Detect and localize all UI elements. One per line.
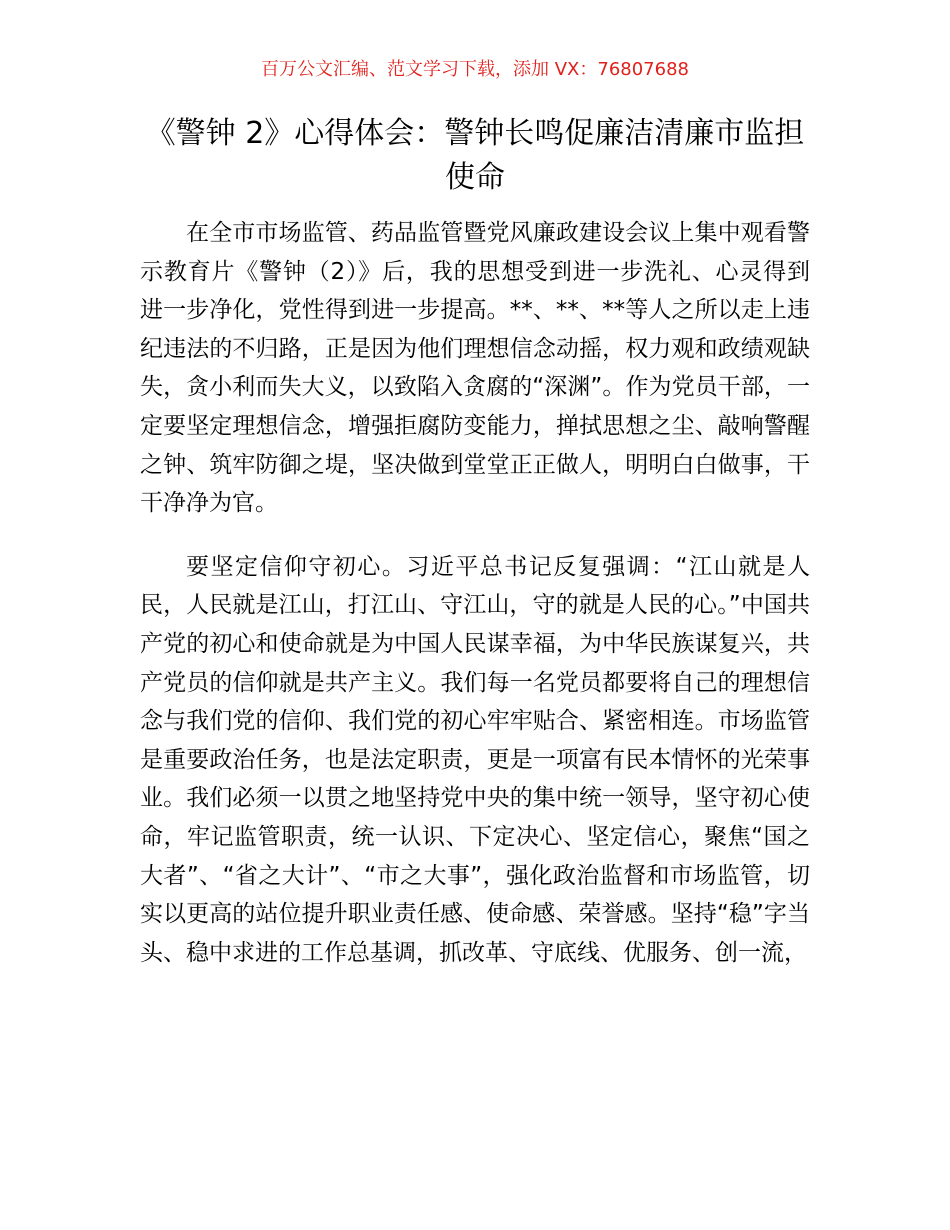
header-watermark-note: 百万公文汇编、范文学习下载，添加 VX：76807688 <box>261 59 689 80</box>
paragraph-2: 要坚定信仰守初心。习近平总书记反复强调：“江山就是人民，人民就是江山，打江山、守江山，守的就是人民的心。”中国共产党的初心和使命就是为中国人民谋幸福，为中华民族谋复兴，共产党员的信仰就是共产主义。我们每一名党员都要将自己的理想信念与我们党的信仰、我们党的初心牢牢贴合、紧密相连。市场监管是重要政治任务，也是法定职责，更是一项富有民本情怀的光荣事业。我们必须一以贯之地坚持党中央的集中统一领导，坚守初心使命，牢记监管职责，统一认识、下定决心、坚定信心，聚焦“国之大者”、“省之大计”、“市之大事”，强化政治监督和市场监管，切实以更高的站位提升职业责任感、使命感、荣誉感。坚持“稳”字当头、稳中求进的工作总基调，抓改革、守底线、优服务、创一流， <box>140 553 810 966</box>
document-title: 《警钟 2》心得体会：警钟长鸣促廉洁清廉市监担使命 <box>145 116 805 195</box>
paragraph-1: 在全市市场监管、药品监管暨党风廉政建设会议上集中观看警示教育片《警钟（2）》后，我的思想受到进一步洗礼、心灵得到进一步净化，党性得到进一步提高。**、**、**等人之所以走上违纪违法的不归路，正是因为他们理想信念动摇，权力观和政绩观缺失，贪小利而失大义，以致陷入贪腐的“深渊”。作为党员干部，一定要坚定理想信念，增强拒腐防变能力，掸拭思想之尘、敲响警醒之钟、筑牢防御之堤，坚决做到堂堂正正做人，明明白白做事，干干净净为官。 <box>140 220 810 517</box>
document-body <box>140 214 810 972</box>
